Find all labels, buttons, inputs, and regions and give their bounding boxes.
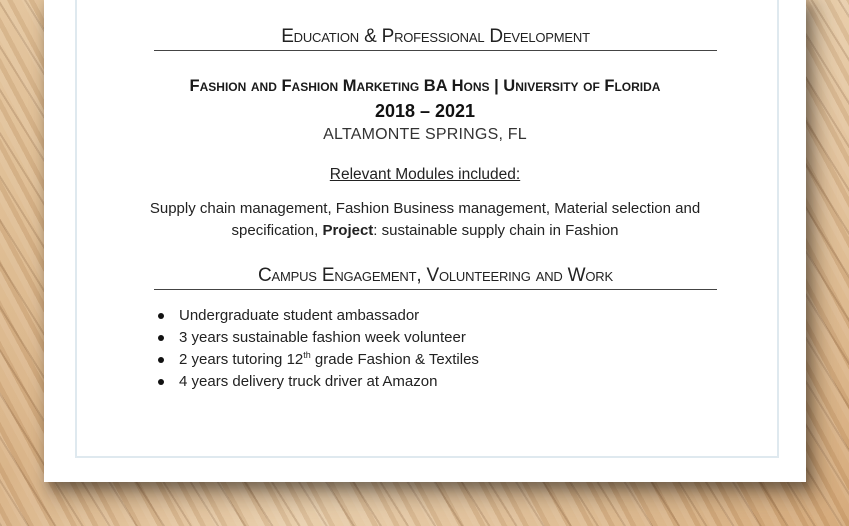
campus-heading: Campus Engagement, Volunteering and Work — [154, 265, 717, 290]
project-label: Project — [322, 222, 374, 239]
degree-line: Fashion and Fashion Marketing BA Hons | University of Florida — [189, 77, 661, 95]
resume-page — [44, 0, 806, 482]
list-item — [156, 327, 479, 349]
list-item-text: 2 years tutoring — [179, 351, 287, 368]
list-item-text-rest: grade Fashion & Textiles — [310, 351, 479, 368]
list-item — [156, 349, 479, 371]
degree-years: 2018 – 2021 — [374, 101, 476, 121]
education-heading: Education & Professional Development — [154, 26, 717, 51]
project-text: : sustainable supply chain in Fashion — [373, 222, 619, 239]
ordinal-suffix: th — [303, 350, 311, 360]
campus-list — [156, 305, 479, 393]
modules-heading: Relevant Modules included: — [329, 166, 521, 183]
list-item-text: 4 years delivery truck driver at Amazon — [179, 373, 438, 390]
list-item — [156, 305, 479, 327]
list-item-text: Undergraduate student ambassador — [179, 307, 420, 324]
modules-list — [124, 198, 726, 242]
list-item-text: 3 years sustainable fashion week volunteer — [179, 329, 466, 346]
degree-location: ALTAMONTE SPRINGS, FL — [323, 126, 527, 143]
modules-text: Supply chain management, Fashion Business management, Material selection and specification, — [149, 200, 701, 239]
list-item — [156, 371, 479, 393]
ordinal-number: 12 — [286, 351, 304, 368]
